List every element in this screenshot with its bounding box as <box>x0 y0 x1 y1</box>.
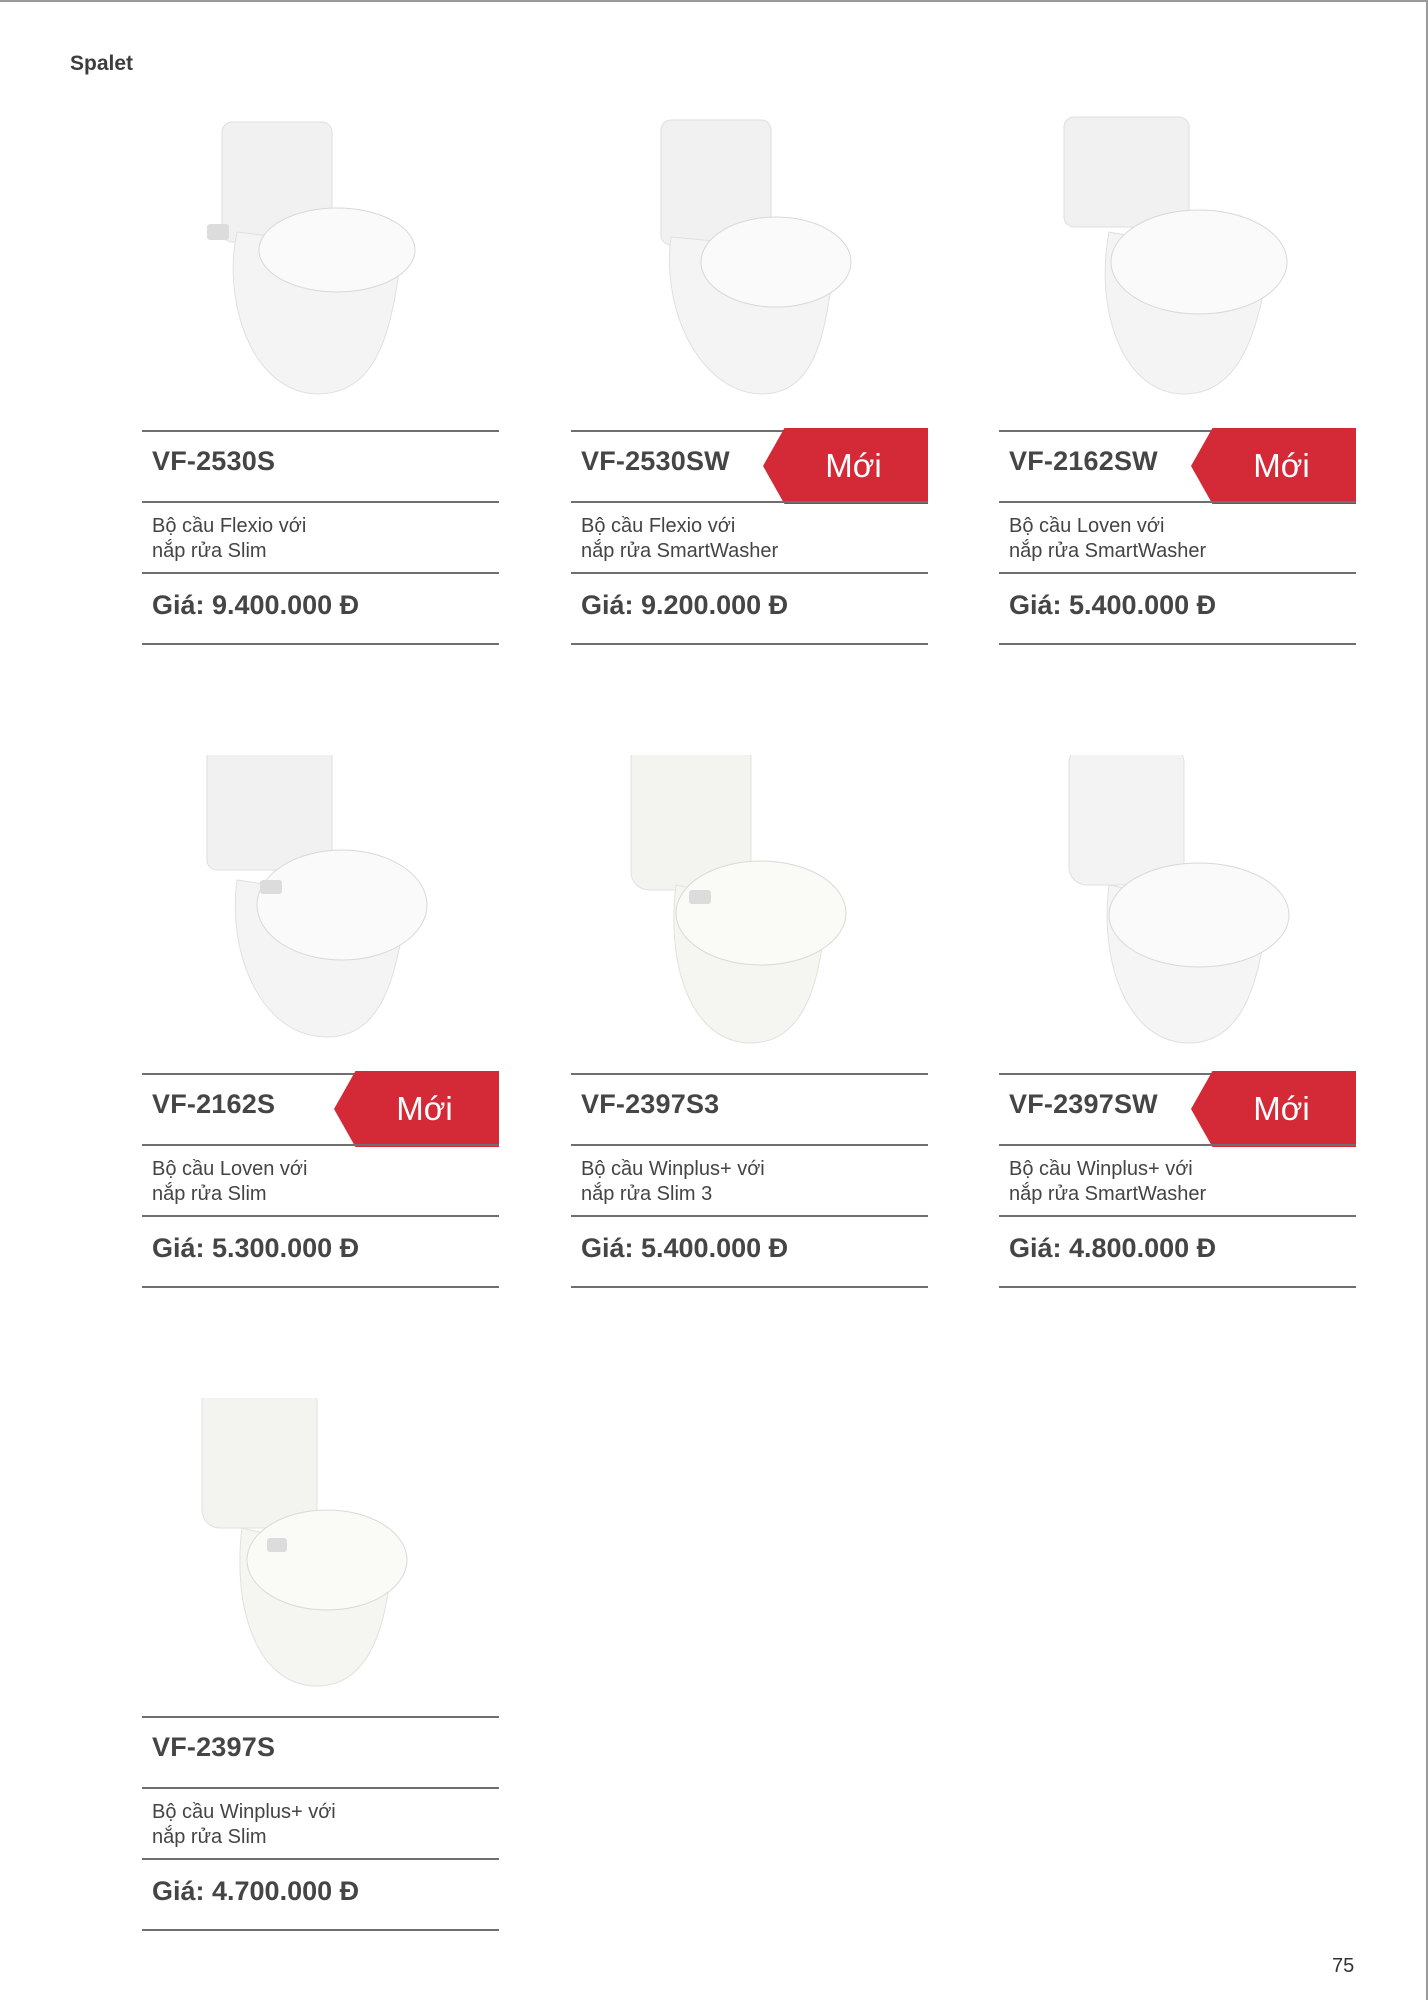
product-model: VF-2397S <box>152 1732 276 1762</box>
product-model: VF-2162SW <box>1009 446 1158 476</box>
product-photo <box>999 112 1356 422</box>
divider <box>142 430 499 432</box>
divider <box>999 1144 1356 1146</box>
divider <box>999 1215 1356 1217</box>
new-badge <box>334 1071 499 1147</box>
divider <box>142 1716 499 1718</box>
product-photo <box>571 755 928 1065</box>
product-description <box>1009 1157 1339 1207</box>
product-photo <box>999 755 1356 1065</box>
product-price: Giá: 4.700.000 Đ <box>152 1876 360 1906</box>
divider <box>142 1144 499 1146</box>
new-badge <box>1191 428 1356 504</box>
product-card[interactable] <box>999 755 1356 1315</box>
description-line-1: Bộ cầu Winplus+ với <box>581 1158 765 1180</box>
divider <box>142 1215 499 1217</box>
product-price: Giá: 5.400.000 Đ <box>581 1233 789 1263</box>
description-line-2: nắp rửa Slim <box>152 1826 267 1848</box>
description-line-1: Bộ cầu Flexio với <box>152 515 307 537</box>
description-line-2: nắp rửa SmartWasher <box>1009 1183 1207 1205</box>
description-line-1: Bộ cầu Loven với <box>1009 515 1165 537</box>
divider <box>142 1787 499 1789</box>
page-border-top <box>0 0 1428 2</box>
product-description <box>1009 514 1339 564</box>
description-line-1: Bộ cầu Winplus+ với <box>152 1801 336 1823</box>
divider <box>142 643 499 645</box>
divider <box>999 572 1356 574</box>
product-photo <box>142 755 499 1065</box>
divider <box>142 1858 499 1860</box>
product-card[interactable] <box>142 112 499 672</box>
section-title: Spalet <box>70 52 134 75</box>
product-card[interactable] <box>571 755 928 1315</box>
description-line-1: Bộ cầu Winplus+ với <box>1009 1158 1193 1180</box>
description-line-1: Bộ cầu Flexio với <box>581 515 736 537</box>
product-price: Giá: 5.300.000 Đ <box>152 1233 360 1263</box>
divider <box>571 643 928 645</box>
divider <box>571 1286 928 1288</box>
badge-label: Mới <box>825 447 882 484</box>
product-description <box>152 1157 482 1207</box>
divider <box>999 1286 1356 1288</box>
divider <box>142 501 499 503</box>
product-model: VF-2397SW <box>1009 1089 1158 1119</box>
badge-label: Mới <box>1253 1090 1310 1127</box>
description-line-1: Bộ cầu Loven với <box>152 1158 308 1180</box>
description-line-2: nắp rửa Slim <box>152 1183 267 1205</box>
product-card[interactable] <box>571 112 928 672</box>
product-description <box>581 1157 911 1207</box>
badge-label: Mới <box>1253 447 1310 484</box>
divider <box>142 572 499 574</box>
description-line-2: nắp rửa Slim 3 <box>581 1183 713 1205</box>
product-photo <box>142 112 499 422</box>
divider <box>142 1286 499 1288</box>
product-card[interactable] <box>142 1398 499 1958</box>
divider <box>142 1929 499 1931</box>
page-number: 75 <box>1332 1955 1355 1977</box>
product-card[interactable] <box>999 112 1356 672</box>
product-model: VF-2530SW <box>581 446 730 476</box>
divider <box>999 643 1356 645</box>
product-description <box>152 1800 482 1850</box>
product-price: Giá: 9.200.000 Đ <box>581 590 789 620</box>
new-badge <box>763 428 928 504</box>
divider <box>999 501 1356 503</box>
description-line-2: nắp rửa SmartWasher <box>581 540 779 562</box>
badge-label: Mới <box>396 1090 453 1127</box>
product-price: Giá: 9.400.000 Đ <box>152 590 360 620</box>
divider <box>571 1144 928 1146</box>
divider <box>571 572 928 574</box>
product-model: VF-2530S <box>152 446 276 476</box>
product-model: VF-2397S3 <box>581 1089 720 1119</box>
product-model: VF-2162S <box>152 1089 276 1119</box>
divider <box>571 501 928 503</box>
product-price: Giá: 4.800.000 Đ <box>1009 1233 1217 1263</box>
description-line-2: nắp rửa Slim <box>152 540 267 562</box>
new-badge <box>1191 1071 1356 1147</box>
description-line-2: nắp rửa SmartWasher <box>1009 540 1207 562</box>
product-card[interactable] <box>142 755 499 1315</box>
product-description <box>152 514 482 564</box>
product-price: Giá: 5.400.000 Đ <box>1009 590 1217 620</box>
product-photo <box>142 1398 499 1708</box>
divider <box>571 1215 928 1217</box>
product-photo <box>571 112 928 422</box>
divider <box>571 1073 928 1075</box>
product-description <box>581 514 911 564</box>
